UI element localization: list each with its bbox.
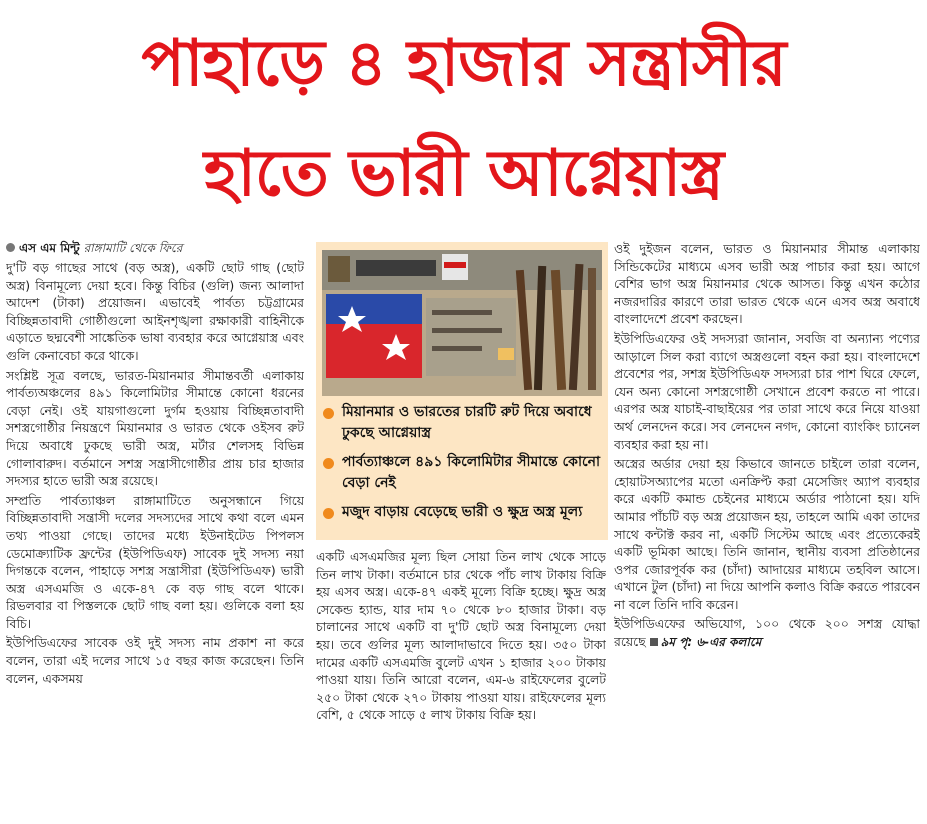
headline-line-2: হাতে ভারী আগ্নেয়াস্ত্র [203, 137, 724, 211]
bullet-dot-icon [323, 508, 334, 519]
article-column-1 [6, 240, 304, 824]
article-column-3 [614, 240, 920, 824]
list-item [320, 402, 604, 444]
square-bullet-icon [650, 638, 658, 646]
bullet-dot-icon [323, 408, 334, 419]
bullet-list [320, 402, 604, 531]
paragraph: ইউপিডিএফের ওই সদস্যরা জানান, সবজি বা অন্যান্য পণ্যের আড়ালে সিল করা ব্যাগে অস্ত্রগুলো বহন করা হয়। বাংলাদেশে প্রবেশের পর, সশস্ত্র ইউপিডিএফ সদস্যরা চার পাশ ঘিরে ফেলে, যেন অন্য কোনো সশস্ত্রগোষ্ঠী সেখানে প্রবেশ করতে না পারে। এরপর অস্ত্র যাচাই-বাছাইয়ের পর তারা সাথে করে নিয়ে যাওয়া অর্থ লেনদেন করে। সব লেনদেন নগদ, কোনো ব্যাংকিং চ্যানেল ব্যবহার করা হয় না। [614, 330, 920, 452]
byline-location: রাঙ্গামাটি থেকে ফিরে [83, 241, 183, 255]
list-item [320, 452, 604, 494]
headline-line-1: পাহাড়ে ৪ হাজার সন্ত্রাসীর [141, 27, 786, 101]
bullet-text: মজুদ বাড়ায় বেড়েছে ভারী ও ক্ষুদ্র অস্ত্র মূল্য [342, 504, 583, 520]
weapons-photo [322, 250, 602, 396]
paragraph: দু'টি বড় গাছের সাথে (বড় অস্ত্র), একটি ছোট গাছ (ছোট অস্ত্র) বিনামূল্যে দেয়া হবে। কিন্তু বিচির (গুলি) জন্য আলাদা আদেশ (টাকা) প্রয়োজন। এভাবেই পার্বত্য চট্টগ্রামের বিচ্ছিন্নতাবাদী গোষ্ঠীগুলো আইনশৃঙ্খলা রক্ষাকারী বাহিনীকে এড়াতে ছদ্মবেশী সাঙ্কেতিক ভাষা ব্যবহার করে আগ্নেয়াস্ত্র এবং গুলি কেনাবেচা করে থাকে। [6, 260, 304, 363]
continued-note [646, 635, 762, 649]
paragraph: একটি এসএমজির মূল্য ছিল সোয়া তিন লাখ থেকে সাড়ে তিন লাখ টাকা। বর্তমানে চার থেকে পাঁচ লাখ টাকায় বিক্রি হয় এসব অস্ত্র। একে-৪৭ একই মূল্যে বিক্রি হচ্ছে। ক্ষুদ্র অস্ত্র সেকেন্ড হ্যান্ড, যার দাম ৭০ থেকে ৮০ হাজার টাকা। বড় চালানের সাথে একটি বা দু'টি ছোট অস্ত্র বিনামূল্যে দেয়া হয়। তবে গুলির মূল্য আলাদাভাবে দিতে হয়। ৩৫০ টাকা দামের একটি এসএমজি বুলেট এখন ১ হাজার ২০০ টাকায় পাওয়া যায়। তিনি আরো বলেন, এম-৬ রাইফেলের বুলেট ২৫০ টাকা থেকে ২৭০ টাকায় পাওয়া যায়। রাইফেলের মূল্য বেশি, ৫ থেকে সাড়ে ৫ লাখ টাকায় বিক্রি হয়। [316, 549, 606, 723]
bullet-dot-icon [323, 458, 334, 469]
paragraph: ওই দুইজন বলেন, ভারত ও মিয়ানমার সীমান্ত এলাকায় সিন্ডিকেটের মাধ্যমে এসব ভারী অস্ত্র পাচার করা হয়। আগে বেশির ভাগ অস্ত্র মিয়ানমার থেকে আসত। কিন্তু এখন কঠোর নজরদারির কারণে তারা ভারত থেকে এনে এসব অস্ত্র অবাধে বাংলাদেশে প্রবেশ করছেন। [614, 241, 920, 327]
paragraph [614, 615, 920, 651]
bullet-text: মিয়ানমার ও ভারতের চারটি রুট দিয়ে অবাধে ঢুকছে আগ্নেয়াস্ত্র [342, 404, 592, 441]
paragraph: ইউপিডিএফের সাবেক ওই দুই সদস্য নাম প্রকাশ না করে বলেন, তারা এই দলের সাথে ১৫ বছর কাজ করেছেন। তিনি বলেন, একসময় [6, 635, 304, 686]
paragraph-text: ইউপিডিএফের অভিযোগ, ১০০ থেকে ২০০ সশস্ত্র যোদ্ধা রয়েছে [614, 616, 920, 650]
continued-text: ৯ম পৃ: ৬-এর কলামে [660, 635, 762, 650]
paragraph: অস্ত্রের অর্ডার দেয়া হয় কিভাবে জানতে চাইলে তারা বলেন, হোয়াটসঅ্যাপের মতো এনক্রিপ্ট করা মেসেজিং অ্যাপ ব্যবহার করে একটি কমান্ড চেইনের মাধ্যমে অর্ডার পাঠানো হয়। যদি আমার পাঁচটি বড় অস্ত্র প্রয়োজন হয়, তাহলে আমি একা তাদের সাথে কন্টাক্ট করব না, একটি সিস্টেম আছে এবং প্রত্যেকেরই একটি ভূমিকা আছে। তিনি জানান, স্থানীয় ব্যবসা প্রতিষ্ঠানের ওপর জোরপূর্বক কর (চাঁদা) আদায়ের মাধ্যমে তহবিল আসে। এখানে টুল (চাঁদা) না দিয়ে আপনি কলাও বিক্রি করতে পারবেন না বলে তিনি দাবি করেন। [614, 456, 920, 612]
byline [6, 240, 304, 257]
paragraph: সংশ্লিষ্ট সূত্র বলছে, ভারত-মিয়ানমার সীমান্তবর্তী এলাকায় পার্বত্যঅঞ্চলের ৪৯১ কিলোমিটার সীমান্তে কোনো ধরনের বেড়া নেই। ওই যায়গাগুলো দুর্গম হওয়ায় বিচ্ছিন্নতাবাদী সশস্ত্রগোষ্ঠীর নিয়ন্ত্রণে মিয়ানমার ও ভারত থেকে ওইসব রুট দিয়ে অবাধে ঢুকছে ভারী অস্ত্র, মর্টার শেলসহ বিভিন্ন গোলাবারুদ। বর্তমানে সশস্ত্র সন্ত্রাসীগোষ্ঠীর প্রায় চার হাজার সদস্যর হাতে ভারী অস্ত্র রয়েছে। [6, 367, 304, 489]
bullet-dot-icon [6, 243, 15, 252]
bullet-text: পার্বত্যাঞ্চলে ৪৯১ কিলোমিটার সীমান্তে কোনো বেড়া নেই [342, 454, 601, 491]
author-name: এস এম মিন্টু [19, 241, 80, 255]
list-item [320, 502, 604, 523]
highlight-box [316, 242, 608, 540]
article-column-2 [316, 548, 606, 824]
paragraph: সম্প্রতি পার্বত্যাঞ্চল রাঙ্গামাটিতে অনুসন্ধানে গিয়ে বিচ্ছিন্নতাবাদী সন্ত্রাসী দলের সদস্যদের সাথে কথা বলে এমন তথ্য পাওয়া গেছে। তাদের মধ্যে ইউনাইটেড পিপলস ডেমোক্র্যাটিক ফ্রন্টের (ইউপিডিএফ) সাবেক দুই সদস্য নয়া দিগন্তকে বলেন, পাহাড়ে সশস্ত্র সন্ত্রাসীরা (ইউপিডিএফ) ভারী অস্ত্র এসএমজি ও একে-৪৭ কে বড় গাছ বলে থাকে। রিভলবার বা পিস্তলকে ছোট গাছ বলা হয়। গুলিকে বলা হয় বিচি। [6, 492, 304, 631]
